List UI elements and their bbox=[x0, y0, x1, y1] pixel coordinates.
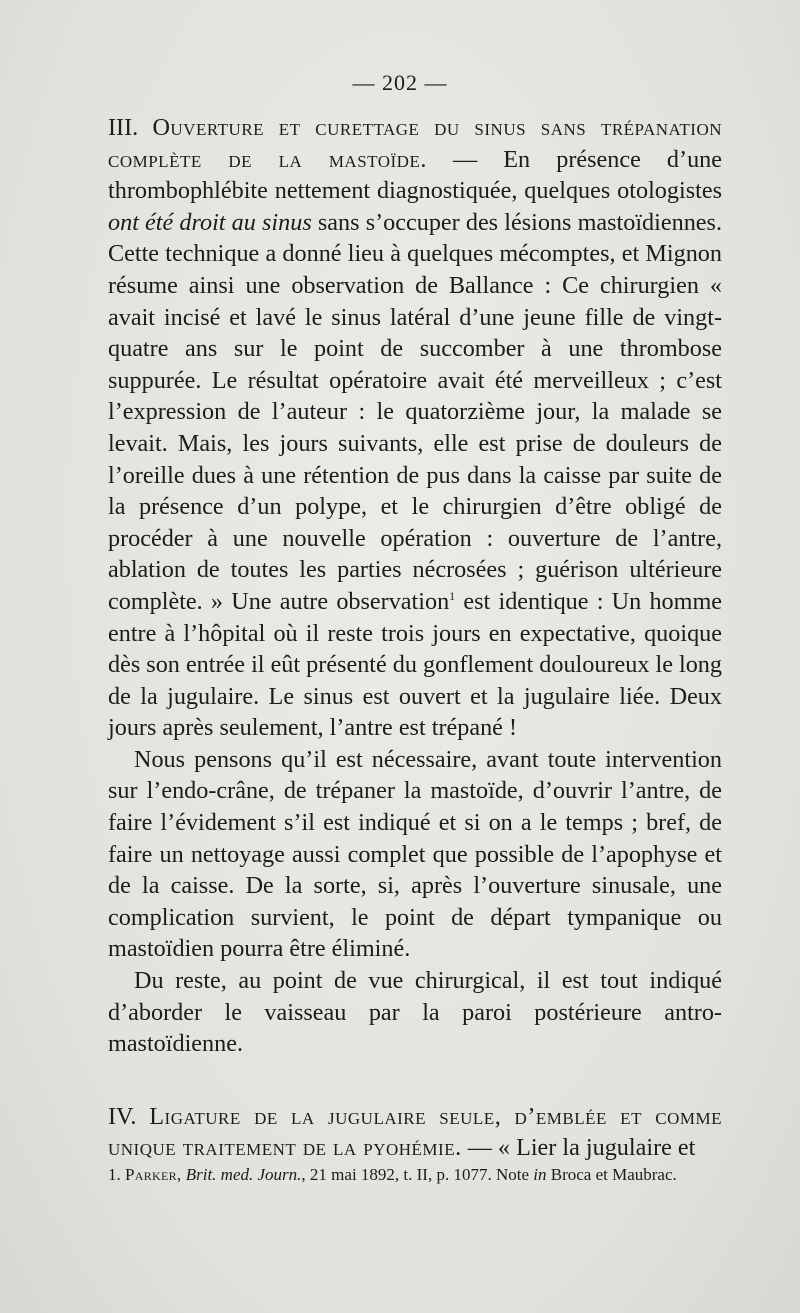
footnote-italic-in: in bbox=[533, 1165, 547, 1184]
footnote-marker: 1. bbox=[108, 1165, 121, 1184]
page-body bbox=[108, 112, 722, 1164]
footnote bbox=[108, 1165, 722, 1185]
section-3-text-c: est identique : Un homme entre à l’hôpital où il reste trois jours en expectative, quoique dès son entrée il eût présenté du gonflement douloureux le long de la jugulaire. Le sinus est ouvert et la jugulaire liée. Deux jours après seulement, l’antre est trépané ! bbox=[108, 587, 722, 742]
section-3-italic: ont été droit au sinus bbox=[108, 208, 312, 236]
footnote-journal: Brit. med. Journ. bbox=[185, 1165, 302, 1184]
footnote-text-b: Broca et Maubrac. bbox=[546, 1165, 677, 1184]
footnote-reference[interactable]: 1 bbox=[449, 588, 456, 603]
section-3-paragraph-3: Du reste, au point de vue chirurgical, il est tout indiqué d’aborder le vaisseau par la paroi postérieure antro-mastoïdienne. bbox=[108, 967, 722, 1058]
section-4-numeral: IV. bbox=[108, 1102, 137, 1130]
footnote-text-a: , 21 mai 1892, t. II, p. 1077. Note bbox=[301, 1165, 534, 1184]
section-divider bbox=[108, 1060, 722, 1101]
section-3-paragraph-1: III. Ouverture et curettage du sinus sans trépanation complète de la mastoïde. — En présence d’une thrombophlébite nettement diagnostiquée, quelques otologistes ont été droit au sinus sans s’occuper des lésions mastoïdiennes. Cette technique a donné lieu à quelques mécomptes, et Mignon résume ainsi une observation de Ballance : Ce chirurgien « avait incisé et lavé le sinus latéral d’une jeune fille de vingt-quatre ans sur le point de succomber à une thrombose suppurée. Le résultat opératoire avait été merveilleux ; c’est l’expression de l’auteur : le quatorzième jour, la malade se levait. Mais, les jours suivants, elle est prise de douleurs de l’oreille dues à une rétention de pus dans la caisse par suite de la présence d’un polype, et le chirurgien d’être obligé de procéder à une nouvelle opération : ouverture de l’antre, ablation de toutes les parties nécrosées ; guérison ultérieure complète. » Une autre observation$^1$ est identique : Un homme entre à l’hôpital où il reste trois jours en expectative, quoique dès son entrée il eût présenté du gonflement douloureux le long de la jugulaire. Le sinus est ouvert et la jugulaire liée. Deux jours après seulement, l’antre est trépané ! bbox=[108, 114, 722, 742]
section-3-text-b: sans s’occuper des lésions mastoïdiennes. Cette technique a donné lieu à quelques mécomptes, et Mignon résume ainsi une observation de Ballance : Ce chirurgien « avait incisé et lavé le sinus latéral d’une jeune fille de vingt-quatre ans sur le point de succomber à une thrombose suppurée. Le résultat opératoire avait été merveilleux ; c’est l’expression de l’auteur : le quatorzième jour, la malade se levait. Mais, les jours suivants, elle est prise de douleurs de l’oreille dues à une rétention de pus dans la caisse par suite de la présence d’un polype, et le chirurgien d’être obligé de procéder à une nouvelle opération : ouverture de l’antre, ablation de toutes les parties nécrosées ; guérison ultérieure complète. » Une autre observation bbox=[108, 208, 722, 615]
footnote-author: Parker, bbox=[125, 1165, 182, 1184]
section-4-title: Ligature de la jugulaire seule, d’emblée et comme unique traitement de la pyohémie. bbox=[108, 1102, 722, 1162]
section-3-paragraph-2: Nous pensons qu’il est nécessaire, avant toute intervention sur l’endo-crâne, de trépaner la mastoïde, d’ouvrir l’antre, de faire l’évidement s’il est indiqué et si on a le temps ; bref, de faire un nettoyage aussi complet que possible de l’apophyse et de la caisse. De la sorte, si, après l’ouverture sinusale, une complication survient, le point de départ tympanique ou mastoïdien pourra être éliminé. bbox=[108, 745, 722, 963]
page-number: — 202 — bbox=[352, 70, 448, 95]
section-4-text: « Lier la jugulaire et bbox=[497, 1134, 696, 1162]
section-3-title: Ouverture et curettage du sinus sans trépanation complète de la mastoïde. bbox=[108, 114, 722, 173]
section-3-text-a: En présence d’une thrombophlébite nettement diagnostiquée, quelques otologistes bbox=[108, 145, 722, 205]
section-3-numeral: III. bbox=[108, 114, 139, 141]
section-4-paragraph-1: IV. Ligature de la jugulaire seule, d’emblée et comme unique traitement de la pyohémie. — « Lier la jugulaire et bbox=[108, 1102, 722, 1162]
